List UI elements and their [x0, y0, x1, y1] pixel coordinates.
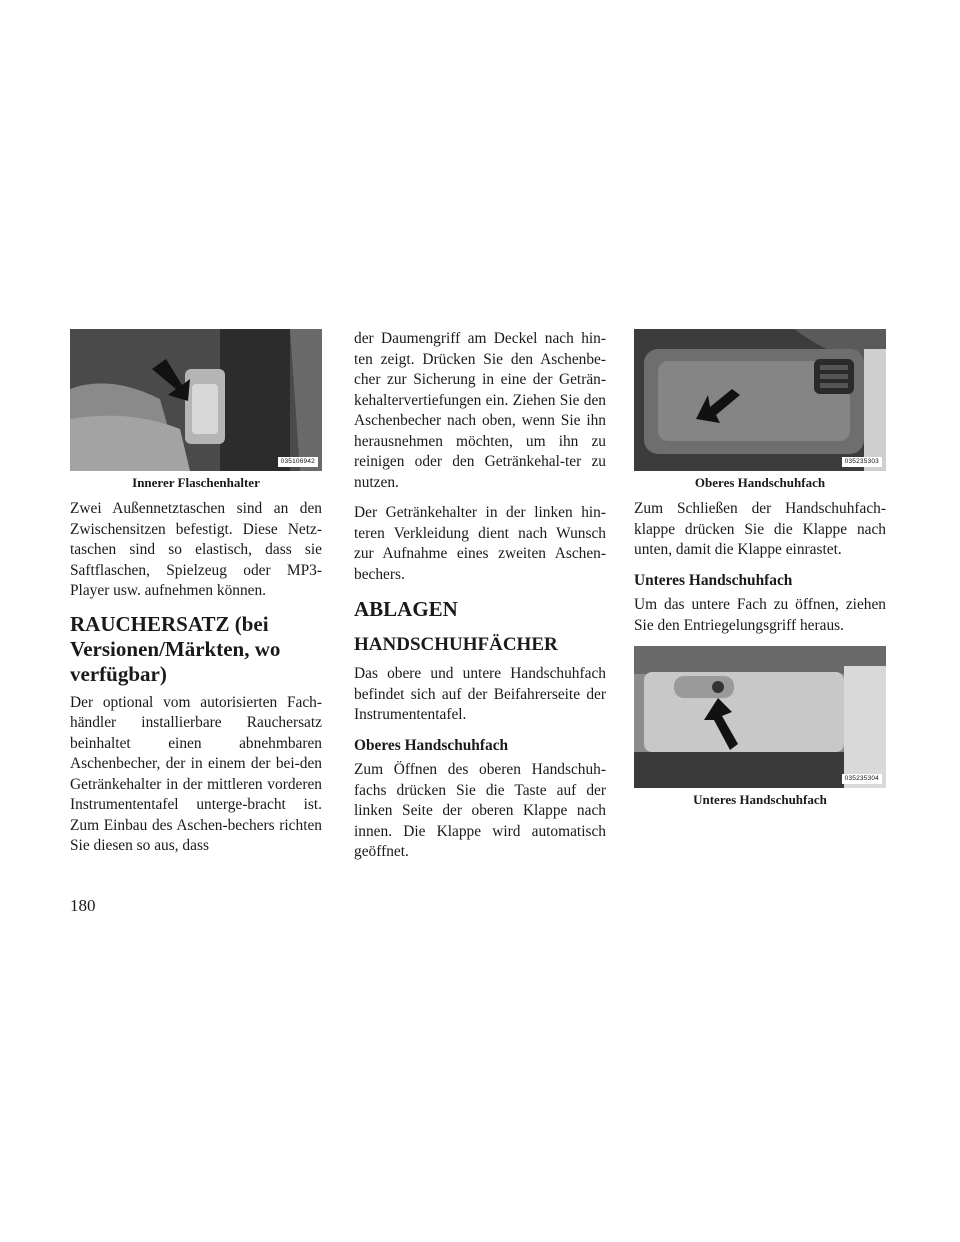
- section-heading-handschuhfaecher: HANDSCHUHFÄCHER: [354, 634, 558, 655]
- figure-lower-glovebox: [634, 646, 886, 788]
- paragraph: Zum Schließen der Handschuhfach-klappe drücken Sie die Klappe nach unten, damit die Klappe einrastet.: [634, 500, 886, 558]
- figure-code: 035235303: [842, 457, 882, 467]
- upper-glovebox-image: [634, 329, 886, 471]
- figure-bottle-holder: [70, 329, 322, 471]
- paragraph: Zum Öffnen des oberen Handschuh-fachs drücken Sie die Taste auf der linken Seite der oberen Klappe nach innen. Die Klappe wird automatisch geöffnet.: [354, 761, 606, 860]
- paragraph: der Daumengriff am Deckel nach hin-ten zeigt. Drücken Sie den Aschenbe-cher zur Sicherung in eine der Geträn-kehaltervertiefungen ein. Ziehen Sie den Aschenbecher nach oben, wenn Sie ihn herausnehmen möchten, um ihn zu reinigen oder den Getränkehal-ter zu nutzen.: [354, 330, 606, 491]
- section-heading-rauchersatz: RAUCHERSATZ (bei Versionen/Märkten, wo verfügbar): [70, 611, 281, 686]
- section-heading-ablagen: ABLAGEN: [354, 597, 458, 621]
- figure-code: 035235304: [842, 774, 882, 784]
- subheading-oberes: Oberes Handschuhfach: [354, 736, 509, 754]
- paragraph: Um das untere Fach zu öffnen, ziehen Sie den Entriegelungsgriff heraus.: [634, 596, 886, 634]
- figure-caption: Oberes Handschuhfach: [694, 475, 826, 490]
- paragraph: Der optional vom autorisierten Fach-händler installierbare Rauchersatz beinhaltet einen abnehmbaren Aschenbecher, der in einem der bei-den Getränkehalter in der mittleren vorderen Instrumententafel unterge-bracht ist. Zum Einbau des Aschen-bechers richten Sie diesen so aus, dass: [70, 693, 322, 854]
- paragraph: Das obere und untere Handschuhfach befindet sich auf der Beifahrerseite der Instrumententafel.: [354, 665, 606, 723]
- lower-glovebox-image: [634, 646, 886, 788]
- subheading-unteres: Unteres Handschuhfach: [634, 571, 793, 589]
- figure-upper-glovebox: [634, 329, 886, 471]
- column-right: [634, 329, 886, 816]
- page-number: 180: [70, 896, 96, 915]
- figure-code: 035106942: [278, 457, 318, 467]
- bottle-holder-image: [70, 329, 322, 471]
- column-middle: [354, 329, 606, 873]
- column-left: [70, 329, 322, 867]
- paragraph: Zwei Außennetztaschen sind an den Zwischensitzen befestigt. Diese Netz-taschen sind so elastisch, dass sie Saftflaschen, Spielzeug oder MP3-Player usw. aufnehmen können.: [70, 500, 322, 599]
- paragraph: Der Getränkehalter in der linken hin-teren Verkleidung dient nach Wunsch zur Aufnahme eines zweiten Aschen-bechers.: [354, 504, 606, 583]
- figure-caption: Innerer Flaschenhalter: [132, 475, 260, 490]
- figure-caption: Unteres Handschuhfach: [693, 792, 827, 807]
